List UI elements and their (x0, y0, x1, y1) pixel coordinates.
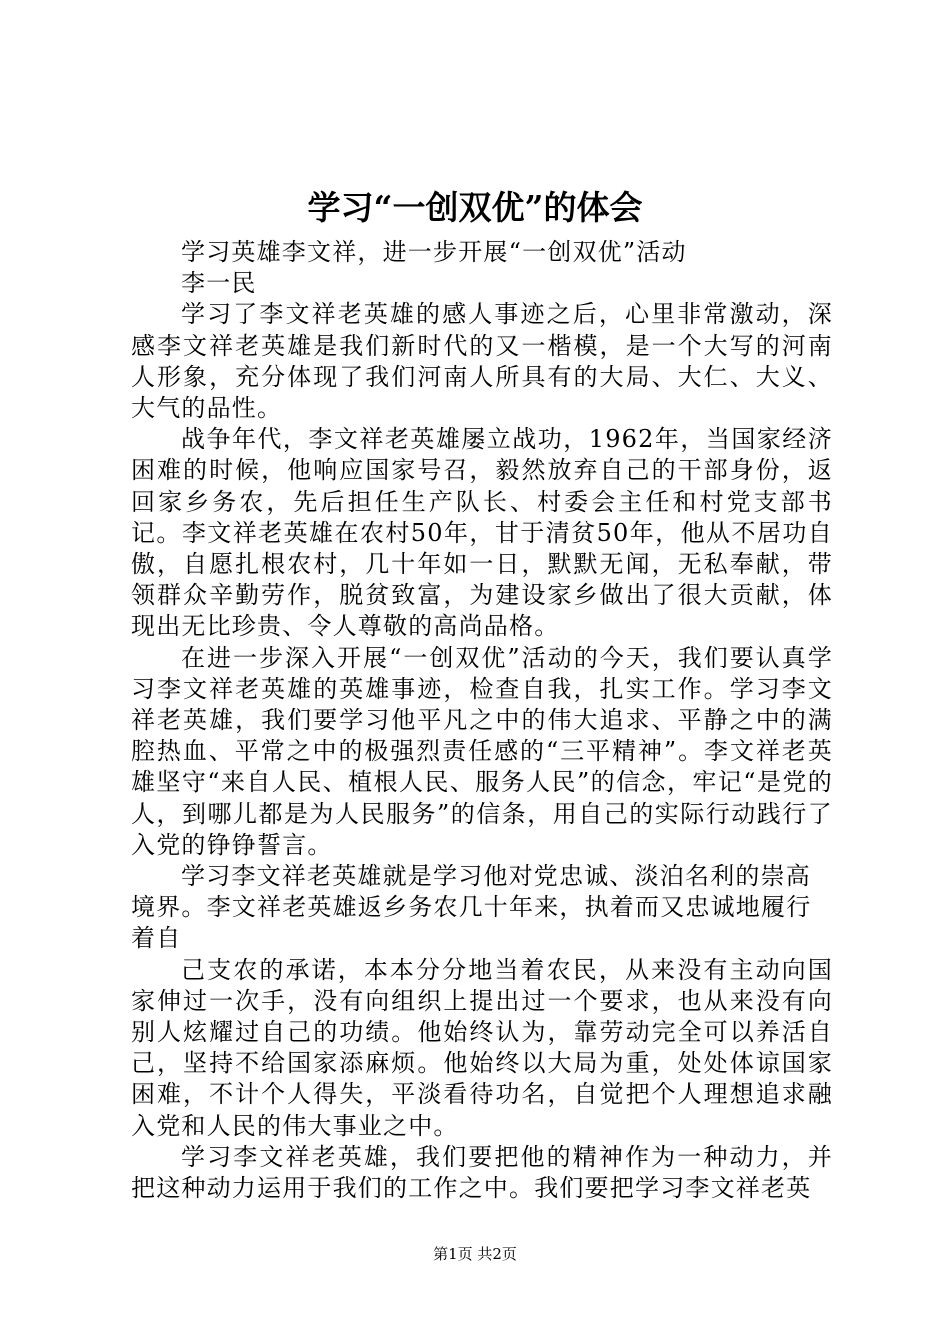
body-paragraph-3: 在进一步深入开展“一创双优”活动的今天，我们要认真学习李文祥老英雄的英雄事迹，检查自我，扎实工作。学习李文祥老英雄，我们要学习他平凡之中的伟大追求、平静之中的满腔热血、平常之中的极强烈责任感的“三平精神”。李文祥老英雄坚守“来自人民、植根人民、服务人民”的信念，牢记“是党的人，到哪儿都是为人民服务”的信条，用自己的实际行动践行了入党的铮铮誓言。 (131, 643, 833, 859)
body-paragraph-1: 学习了李文祥老英雄的感人事迹之后，心里非常激动，深感李文祥老英雄是我们新时代的又一楷模，是一个大写的河南人形象，充分体现了我们河南人所具有的大局、大仁、大义、大气的品性。 (131, 300, 833, 423)
document-body (131, 237, 833, 1204)
author-paragraph: 李一民 (181, 269, 257, 298)
body-paragraph-4: 学习李文祥老英雄就是学习他对党忠诚、淡泊名利的崇高境界。李文祥老英雄返乡务农几十年来，执着而又忠诚地履行着自 (131, 862, 812, 953)
body-paragraph-6: 学习李文祥老英雄，我们要把他的精神作为一种动力，并把这种动力运用于我们的工作之中。我们要把学习李文祥老英 (131, 1142, 833, 1203)
subtitle-paragraph: 学习英雄李文祥，进一步开展“一创双优”活动 (181, 238, 687, 266)
body-paragraph-2: 战争年代，李文祥老英雄屡立战功，1962年，当国家经济困难的时候，他响应国家号召，毅然放弃自己的干部身份，返回家乡务农，先后担任生产队长、村委会主任和村党支部书记。李文祥老英雄在农村50年，甘于清贫50年，他从不居功自傲，自愿扎根农村，几十年如一日，默默无闻，无私奉献，带领群众辛勤劳作，脱贫致富，为建设家乡做出了很大贡献，体现出无比珍贵、令人尊敬的高尚品格。 (131, 425, 833, 641)
document-title: 学习“一创双优”的体会 (307, 188, 643, 227)
page-footer: 第1页 共2页 (433, 1245, 517, 1263)
body-paragraph-5: 己支农的承诺，本本分分地当着农民，从来没有主动向国家伸过一次手，没有向组织上提出过一个要求，也从来没有向别人炫耀过自己的功绩。他始终认为，靠劳动完全可以养活自己，坚持不给国家添麻烦。他始终以大局为重，处处体谅国家困难，不计个人得失，平淡看待功名，自觉把个人理想追求融入党和人民的伟大事业之中。 (131, 955, 833, 1140)
